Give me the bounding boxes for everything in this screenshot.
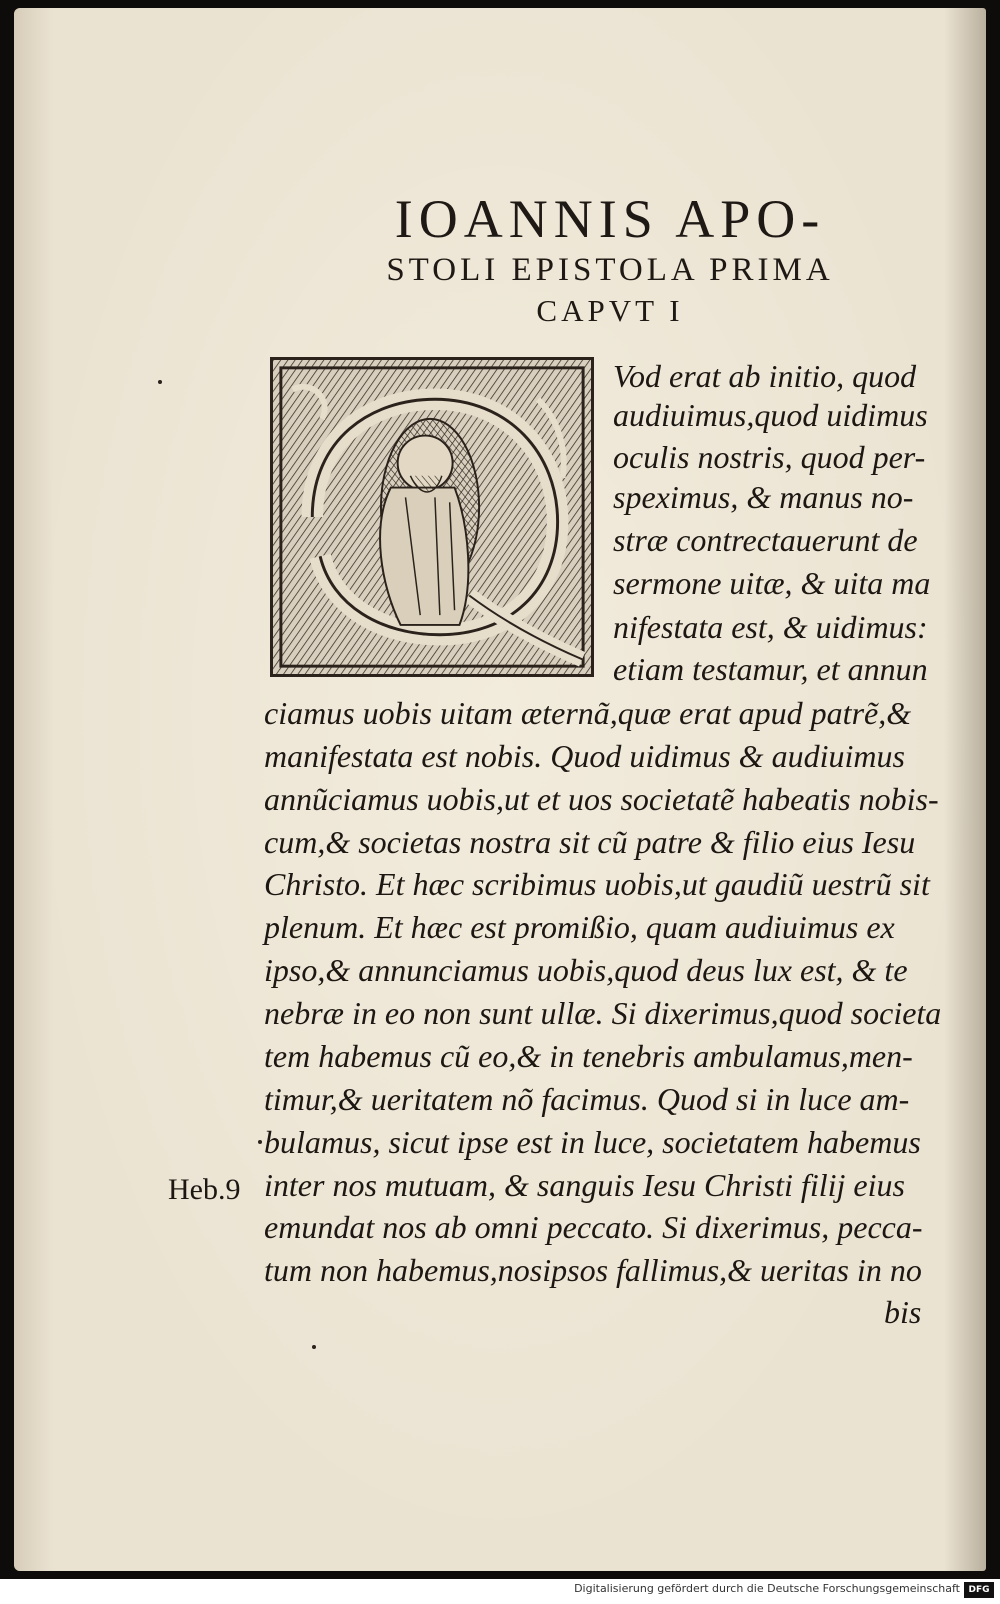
- text-line: stræ contrectauerunt de: [613, 522, 918, 558]
- dfg-logo: DFG: [964, 1582, 994, 1598]
- text-line: audiuimus,quod uidimus: [613, 397, 928, 433]
- text-line: Christo. Et hæc scribimus uobis,ut gaudiũ uestrũ sit: [264, 866, 930, 902]
- text-line: tum non habemus,nosipsos fallimus,& ueritas in no: [264, 1252, 922, 1288]
- catchword: bis: [884, 1294, 922, 1330]
- text-line: inter nos mutuam, & sanguis Iesu Christi filij eius: [264, 1167, 905, 1203]
- text-line: timur,& ueritatem nõ facimus. Quod si in luce am-: [264, 1081, 910, 1117]
- footer-credit: Digitalisierung gefördert durch die Deutsche Forschungsgemeinschaft: [574, 1582, 960, 1595]
- text-line: ciamus uobis uitam æternã,quæ erat apud patrẽ,&: [264, 695, 912, 731]
- text-line: oculis nostris, quod per-: [613, 439, 926, 475]
- ink-speck: [158, 380, 162, 384]
- text-line: sermone uitæ, & uita ma: [613, 565, 931, 601]
- text-line: nebræ in eo non sunt ullæ. Si dixerimus,quod societa: [264, 995, 942, 1031]
- text-line: manifestata est nobis. Quod uidimus & audiuimus: [264, 738, 905, 774]
- text-line: annũciamus uobis,ut et uos societatẽ habeatis nobis-: [264, 781, 939, 817]
- text-line: bulamus, sicut ipse est in luce, societatem habemus: [264, 1124, 921, 1160]
- woodcut-initial-q-image: [273, 360, 591, 674]
- title-line-2: STOLI EPISTOLA PRIMA: [386, 252, 834, 288]
- text-line: emundat nos ab omni peccato. Si dixerimus, pecca-: [264, 1209, 923, 1245]
- text-line: Vod erat ab initio, quod: [613, 358, 917, 394]
- text-line: speximus, & manus no-: [613, 479, 914, 515]
- text-line: ipso,& annunciamus uobis,quod deus lux est, & te: [264, 952, 908, 988]
- text-line: etiam testamur, et annun: [613, 651, 928, 687]
- margin-note: Heb.9: [168, 1173, 241, 1206]
- ink-speck: [312, 1345, 316, 1349]
- text-line: tem habemus cũ eo,& in tenebris ambulamus,men-: [264, 1038, 913, 1074]
- text-line: cum,& societas nostra sit cũ patre & filio eius Iesu: [264, 824, 916, 860]
- text-line: nifestata est, & uidimus:: [613, 609, 928, 645]
- woodcut-initial-q: [270, 357, 594, 677]
- title-line-1: IOANNIS APO-: [394, 189, 826, 249]
- text-line: plenum. Et hæc est promißio, quam audiuimus ex: [264, 909, 895, 945]
- chapter-heading: CAPVT I: [536, 293, 684, 328]
- ink-speck: [258, 1140, 262, 1144]
